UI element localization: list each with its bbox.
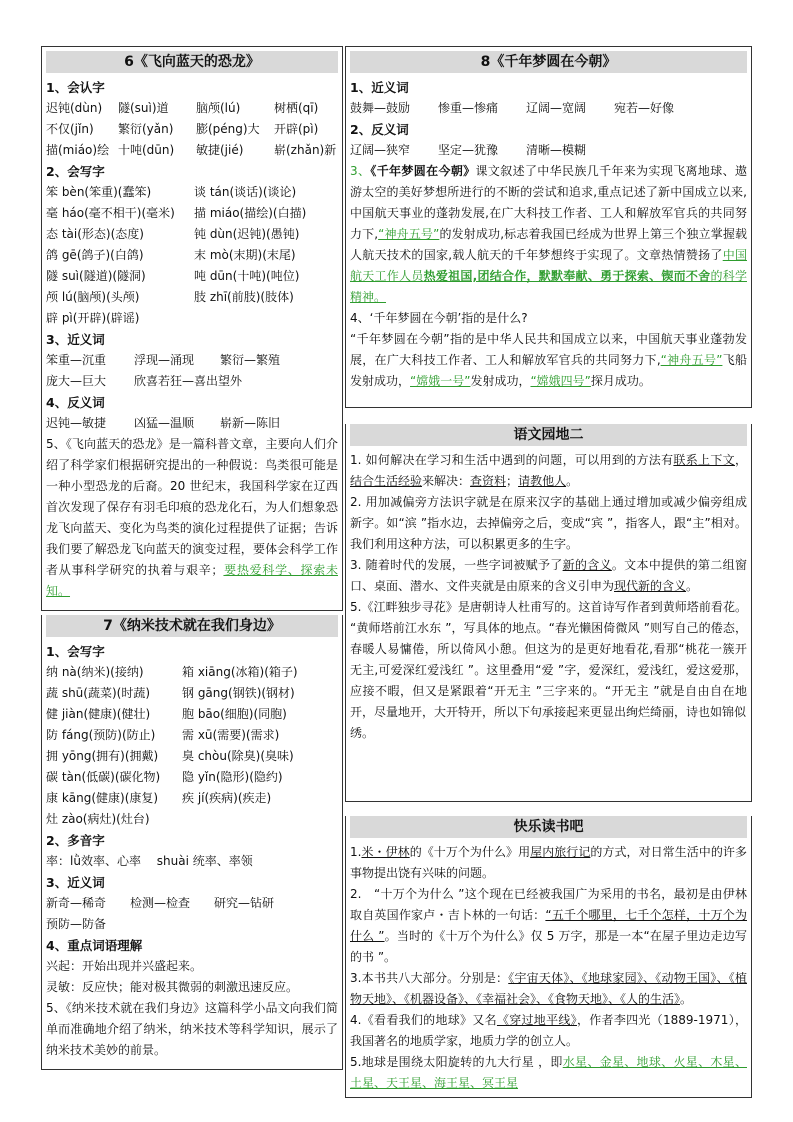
section-8	[345, 46, 752, 408]
word-item: 纳 nà(纳米)(接纳)	[46, 665, 144, 679]
paragraph: 3.本书共八大部分。分别是：《宇宙天体》、《地球家园》、《动物王国》、《植物天地》、《机器设备》、《幸福社会》、《食物天地》、《人的生活》。	[350, 971, 747, 1006]
word-row	[46, 683, 338, 704]
heading: 1、会认字	[46, 80, 105, 95]
word-row	[46, 371, 338, 392]
yuwen-yuandi-title: 语文园地二	[350, 424, 747, 446]
paragraph: 2. 用加减偏旁方法识字就是在原来汉字的基础上通过增加或减少偏旁组成 新字。如“滨 ”指水边，去掉偏旁之后，变成“宾 ”，指客人，跟“主”相对。我们利用这种方法，可以积累更多的生字。	[350, 495, 747, 551]
word-item: 脑颅(lú)	[196, 101, 241, 115]
word-item: 需 xū(需要)(需求)	[182, 728, 280, 742]
section-6-title: 6《飞向蓝天的恐龙》	[46, 51, 338, 73]
heading: 4、重点词语理解	[46, 938, 143, 953]
word-row	[46, 245, 338, 266]
heading: 2、反义词	[350, 122, 409, 137]
word-item: 辽阔—宽阔	[526, 101, 587, 115]
word-item: 辟 pì(开辟)(辟谣)	[46, 311, 140, 325]
paragraph: 5、《飞向蓝天的恐龙》是一篇科普文章，主要向人们介绍了科学家们根据研究提出的一种假说：鸟类很可能是一种小型恐龙的后裔。20 世纪末，我国科学家在辽西首次发现了保存有羽毛印痕的恐龙化石，为人们想象恐龙飞向蓝天、变化为鸟类的演化过程提供了证据；告诉我们要了解恐龙飞向蓝天的演变过程，要体会科学工作者从事科学研究的执着与艰辛；要热爱科学、探索未知。	[46, 437, 338, 598]
paragraph: 5.地球是围绕太阳旋转的九大行星 ，即水星、金星、地球、火星、木星、土星、天王星、海王星、冥王星	[350, 1055, 747, 1090]
jinyi-line: 新奇—稀奇 检测—检查 研究—钻研	[46, 896, 275, 910]
paragraph: 1.米・伊林的《十万个为什么》用屋内旅行记的方式，对日常生活中的许多事物提出饶有兴味的问题。	[350, 845, 747, 880]
paragraph: 2. “十万个为什么 ”这个现在已经被我国广为采用的书名，最初是由伊林 取自英国作家卢・吉卜林的一句话：“五千个哪里，七千个怎样，十万个为什么 ”。当时的《十万个为什么》仅 5 万字，那是一本“在屋子里边走边写的书 ”。	[350, 887, 747, 964]
word-item: 隧(suì)道	[118, 101, 169, 115]
paragraph: 4.《看看我们的地球》又名《穿过地平线》，作者李四光（1889-1971），我国著名的地质学家，地质力学的创立人。	[350, 1013, 747, 1048]
word-item: 笨 bèn(笨重)(蠢笨)	[46, 185, 152, 199]
word-item: 惨重—惨痛	[438, 101, 499, 115]
left-column	[41, 46, 343, 1070]
word-item: 隧 suì(隧道)(隧洞)	[46, 269, 146, 283]
word-row	[46, 182, 338, 203]
word-item: 鼓舞—鼓励	[350, 101, 411, 115]
heading: 1、近义词	[350, 80, 409, 95]
paragraph: 5.《江畔独步寻花》是唐朝诗人杜甫写的。这首诗写作者到黄师塔前看花。 “黄师塔前江水东 ”，写具体的地点。“春光懒困倚微风 ”则写自己的倦态， 春暖人易慵倦，所以倚风小憩。但这为的是更好地看花,看那“桃花一簇开 无主,可爱深红爱浅红 ”。这里叠用“爱 ”字，爱深红，爱浅红，爱这爱那， 应接不暇，但又是紧跟着“开无主 ”三字来的。“开无主 ”就是自由自在地 开，尽量地开，大开特开，所以下句承接起来更显出绚烂绮丽，诗也如锦似	[350, 600, 747, 719]
word-item: 隐 yǐn(隐形)(隐约)	[182, 770, 283, 784]
jinyi-list	[46, 350, 338, 392]
word-item: 箱 xiāng(冰箱)(箱子)	[182, 665, 298, 679]
section-kuaile-dushuba	[345, 816, 752, 1098]
paragraph: 3、《千年梦圆在今朝》课文叙述了中华民族几千年来为实现飞离地球、遨游太空的美好梦想所进行的不断的尝试和追求,重点记述了新中国成立以来,中国航天事业的蓬勃发展,在广大科技工作者、工人和解放军官兵的共同努力下,“神舟五号”的发射成功,标志着我国已经成为世界上第三个独立掌握载人航天技术的国家,载人航天的千年梦想终于实现了。文章热情赞扬了中国航天工作人员热爱祖国,团结合作，默默奉献、勇于探索、锲而不舍的科学精神。	[350, 164, 747, 304]
word-item: 开辟(pì)	[274, 122, 319, 136]
fanyi-line	[350, 140, 747, 161]
word-item: 态 tài(形态)(态度)	[46, 227, 144, 241]
section-yuwen-yuandi	[345, 424, 752, 802]
word-item: 毫 háo(毫不相干)(毫米)	[46, 206, 175, 220]
heading: 3、近义词	[46, 332, 105, 347]
word-item: 碳 tàn(低碳)(碳化物)	[46, 770, 161, 784]
word-item: 臭 chòu(除臭)(臭味)	[182, 749, 294, 763]
word-item: 十吨(dūn)	[118, 143, 175, 157]
highlight: 要热爱科学、探索未知。	[46, 563, 338, 598]
section-6	[41, 46, 343, 611]
heading: 2、会写字	[46, 164, 105, 179]
word-row	[46, 746, 338, 767]
word-row	[46, 350, 338, 371]
word-item: 庞大—巨大	[46, 374, 107, 388]
word-item: 钢 gāng(钢铁)(钢材)	[182, 686, 295, 700]
word-item: 末 mò(末期)(末尾)	[194, 248, 296, 262]
word-item: 描(miáo)绘	[46, 143, 110, 157]
word-row	[46, 725, 338, 746]
kuaile-dushuba-title: 快乐读书吧	[350, 816, 747, 838]
heading: 3、近义词	[46, 875, 105, 890]
word-item: 崭(zhǎn)新	[274, 143, 337, 157]
word-item: 迟钝—敏捷	[46, 416, 107, 430]
section-7	[41, 615, 343, 1070]
word-item: 笨重—沉重	[46, 353, 107, 367]
section-7-title: 7《纳米技术就在我们身边》	[46, 615, 338, 637]
word-row	[46, 203, 338, 224]
word-item: 辽阔—狭窄	[350, 143, 411, 157]
word-row	[46, 119, 338, 140]
word-item: 膨(péng)大	[196, 122, 260, 136]
word-item: 康 kāng(健康)(康复)	[46, 791, 159, 805]
word-item: 欣喜若狂—喜出望外	[134, 374, 243, 388]
word-item: 凶猛—温顺	[134, 416, 195, 430]
word-item: 吨 dūn(十吨)(吨位)	[194, 269, 300, 283]
word-item: 不仅(jǐn)	[46, 122, 94, 136]
word-row	[46, 224, 338, 245]
xiezi-list	[46, 662, 338, 830]
heading: 2、多音字	[46, 833, 105, 848]
paragraph: 1. 如何解决在学习和生活中遇到的问题，可以用到的方法有联系上下文，结合生活经验来解决：查资料；请教他人。	[350, 453, 747, 488]
answer: “千年梦圆在今朝”指的是中华人民共和国成立以来，中国航天事业蓬勃发展，在广大科技工作者、工人和解放军官兵的共同努力下,“神舟五号”飞船发射成功，“嫦娥一号”发射成功，“嫦娥四号”探月成功。	[350, 332, 747, 388]
word-item: 肢 zhī(前肢)(肢体)	[194, 290, 294, 304]
fanyi-list	[46, 413, 338, 434]
word-row	[46, 266, 338, 287]
word-item: 清晰—模糊	[526, 143, 587, 157]
word-item: 蔬 shū(蔬菜)(时蔬)	[46, 686, 151, 700]
jinyi-line	[350, 98, 747, 119]
word-row	[46, 413, 338, 434]
word-row	[46, 98, 338, 119]
section-8-title: 8《千年梦圆在今朝》	[350, 51, 747, 73]
word-item: 防 fáng(预防)(防止)	[46, 728, 156, 742]
word-row	[46, 140, 338, 161]
paragraph: 5、《纳米技术就在我们身边》这篇科学小品文向我们简单而准确地介绍了纳米，纳米技术等科学知识，展示了纳米技术美妙的前景。	[46, 1001, 338, 1057]
word-item: 迟钝(dùn)	[46, 101, 103, 115]
paragraph-end: 绣。	[350, 726, 375, 740]
right-column	[345, 46, 752, 1098]
ci-line: 灵敏：反应快；能对极其微弱的刺激迅速反应。	[46, 980, 299, 994]
word-row	[46, 809, 338, 830]
word-row	[46, 767, 338, 788]
word-item: 宛若—好像	[614, 101, 675, 115]
word-item: 谈 tán(谈话)(谈论)	[194, 185, 297, 199]
word-item: 崭新—陈旧	[220, 416, 281, 430]
word-item: 灶 zào(病灶)(灶台)	[46, 812, 150, 826]
paragraph: 3. 随着时代的发展，一些字词被赋予了新的含义。文本中提供的第二组窗口、桌面、潜水、文件夹就是由原来的含义引申为现代新的含义。	[350, 558, 747, 593]
word-item: 健 jiàn(健康)(健壮)	[46, 707, 151, 721]
word-item: 钝 dùn(迟钝)(愚钝)	[194, 227, 300, 241]
question: 4、‘千年梦圆在今朝’指的是什么?	[350, 311, 528, 325]
word-item: 敏捷(jié)	[196, 143, 244, 157]
word-item: 胞 bāo(细胞)(同胞)	[182, 707, 287, 721]
word-item: 鸽 gē(鸽子)(白鸽)	[46, 248, 144, 262]
word-item: 树栖(qī)	[274, 101, 319, 115]
ci-line: 兴起：开始出现并兴盛起来。	[46, 959, 203, 973]
heading: 4、反义词	[46, 395, 105, 410]
word-item: 繁衍—繁殖	[220, 353, 281, 367]
word-item: 颅 lú(脑颅)(头颅)	[46, 290, 140, 304]
word-item: 拥 yōng(拥有)(拥戴)	[46, 749, 159, 763]
word-item: 浮现—涌现	[134, 353, 195, 367]
word-item: 坚定—犹豫	[438, 143, 499, 157]
word-row	[46, 788, 338, 809]
xiezi-list	[46, 182, 338, 329]
word-row	[46, 704, 338, 725]
jinyi-line: 预防—防备	[46, 917, 107, 931]
heading: 1、会写字	[46, 644, 105, 659]
word-row	[46, 287, 338, 308]
word-row	[46, 308, 338, 329]
duoyin-line: 率：lǜ效率、心率 shuài 统率、率领	[46, 854, 253, 868]
word-row	[46, 662, 338, 683]
word-item: 疾 jí(疾病)(疾走)	[182, 791, 272, 805]
word-item: 繁衍(yǎn)	[118, 122, 174, 136]
word-item: 描 miáo(描绘)(白描)	[194, 206, 307, 220]
renzi-list	[46, 98, 338, 161]
